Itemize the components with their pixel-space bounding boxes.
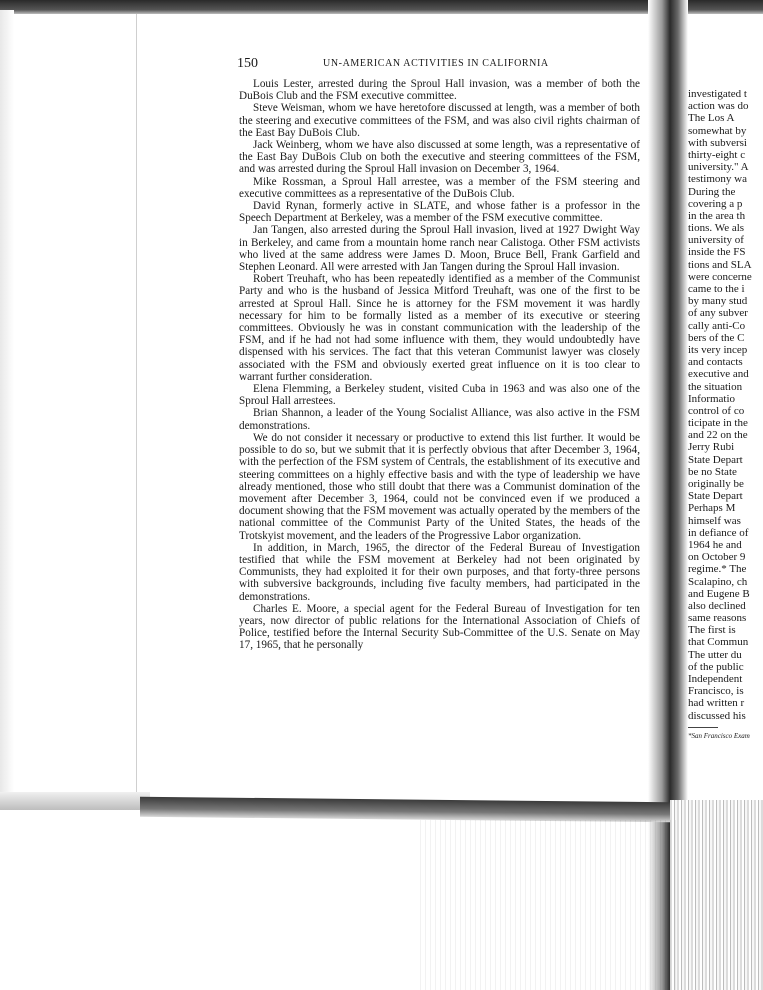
- running-head: UN-AMERICAN ACTIVITIES IN CALIFORNIA: [323, 58, 549, 69]
- footnote-rule: [688, 727, 718, 728]
- right-page-line: in the area th: [688, 209, 746, 222]
- right-page-line: of any subver: [688, 307, 748, 320]
- right-page-line: Jerry Rubi: [688, 441, 735, 454]
- right-page-line: State Depart: [688, 490, 743, 503]
- paragraph: David Rynan, formerly active in SLATE, and whose father is a professor in the Speech Department at Berkeley, was a member of the FSM executive committee.: [239, 200, 640, 225]
- right-page-text: [688, 88, 763, 722]
- left-page-bottom-edge: [0, 792, 150, 810]
- right-page-line: and Eugene B: [688, 587, 750, 600]
- right-page-line: of the public: [688, 660, 744, 673]
- right-page-line: During the: [688, 185, 736, 198]
- paragraph: Jack Weinberg, whom we have also discussed at some length, was a representative of the East Bay DuBois Club on both the executive and steering committees of the FSM, and was arrested during the Sproul Hall invasion on December 3, 1964.: [239, 139, 640, 176]
- right-page-line: executive and: [688, 368, 749, 381]
- right-page-line: somewhat by: [688, 124, 747, 137]
- paragraph: Mike Rossman, a Sproul Hall arrestee, was a member of the FSM steering and executive committees as a representative of the DuBois Club.: [239, 175, 640, 200]
- right-page-line: Perhaps M: [688, 502, 736, 515]
- right-page-line: university of: [688, 234, 744, 247]
- paragraph: Jan Tangen, also arrested during the Sproul Hall invasion, lived at 1927 Dwight Way in Berkeley, and came from a mountain home ranch near Calistoga. Other FSM activists who lived at the same address were James D. Moon, Bruce Bell, Frank Garfield and Stephen Leonard. All were arrested with Jan Tangen during the Sproul Hall invasion.: [239, 224, 640, 274]
- right-page-line: with subversi: [688, 136, 747, 149]
- page-number: 150: [237, 56, 258, 71]
- left-page: [136, 14, 657, 800]
- right-page-line: same reasons: [688, 612, 747, 625]
- right-page-line: discussed his: [688, 709, 746, 722]
- right-page-line: university." A: [688, 161, 749, 174]
- paragraph: Steve Weisman, whom we have heretofore discussed at length, was a member of both the steering and executive committees of the FSM, and was also civil rights chairman of the East Bay DuBois Club.: [239, 102, 640, 139]
- right-page-line: and contacts: [688, 356, 743, 369]
- paragraph: Brian Shannon, a leader of the Young Socialist Alliance, was also active in the FSM demonstrations.: [239, 407, 640, 432]
- right-page-line: covering a p: [688, 197, 743, 210]
- right-page-line: by many stud: [688, 295, 748, 308]
- scan-noise: [420, 820, 680, 990]
- right-page-line: The utter du: [688, 648, 742, 661]
- right-page-line: the situation: [688, 380, 743, 393]
- paragraph: We do not consider it necessary or productive to extend this list further. It would be possible to do so, but we submit that it is perfectly obvious that after December 3, 1964, with the perfection of the FSM system of Centrals, the establishment of its executive and steering committees on a highly effective basis and with the type of leadership we have already mentioned, those who still doubt that there was a Communist domination of the movement after December 3, 1964, could not be convinced even if we produced a document showing that the FSM movement was actually operated by the members of the national committee of the Communist Party of the United States, the heads of the Trotskyist movement, and the leaders of the Progressive Labor organization.: [239, 431, 640, 542]
- left-page-edge: [0, 10, 14, 810]
- paragraph: Charles E. Moore, a special agent for the Federal Bureau of Investigation for ten years, now director of public relations for the International Association of Chiefs of Police, testified before the Internal Security Sub-Committee of the U.S. Senate on May 17, 1965, that he personally: [239, 602, 640, 652]
- right-page-line: Francisco, is: [688, 685, 744, 698]
- right-page-line: The Los A: [688, 112, 735, 125]
- right-page-line: 1964 he and: [688, 538, 742, 551]
- right-page-line: were concerne: [688, 270, 752, 283]
- right-page-line: that Commun: [688, 636, 749, 649]
- right-page-line: originally be: [688, 478, 744, 490]
- paragraph: Robert Treuhaft, who has been repeatedly identified as a member of the Communist Party and who is the husband of Jessica Mitford Treuhaft, was one of the first to be arrested at Sproul Hall. Since he is attorney for the FSM movement it was hardly necessary for him to be formally listed as a member of its executive or steering committees. Obviously he was in constant communication with the leadership of the FSM, and if he had not had some influence with them, they would undoubtedly have dispensed with his services. The fact that this veteran Communist lawyer was closely associated with the FSM and obviously exerted great influence on it is too clear to warrant further consideration.: [239, 273, 640, 383]
- right-page-line: had written r: [688, 697, 745, 710]
- paragraph: In addition, in March, 1965, the director of the Federal Bureau of Investigation testified that while the FSM movement at Berkeley had not been originated by Communists, they had exploited it for their own purposes, and that forty-three persons with subversive backgrounds, including five faculty members, had participated in the demonstrations.: [239, 541, 640, 603]
- right-page-line: cally anti-Co: [688, 319, 746, 332]
- paragraph: Elena Flemming, a Berkeley student, visited Cuba in 1963 and was also one of the Sproul Hall arrestees.: [239, 383, 640, 408]
- right-page-line: ticipate in the: [688, 417, 748, 430]
- right-page-line: inside the FS: [688, 246, 746, 259]
- right-page-line: on October 9: [688, 551, 746, 564]
- scan-dither-texture: [670, 800, 763, 990]
- right-page-line: be no State: [688, 465, 737, 478]
- right-page-line: tions. We als: [688, 222, 745, 235]
- right-page-line: also declined: [688, 599, 746, 612]
- right-page-line: testimony wa: [688, 173, 747, 186]
- right-page-line: control of co: [688, 404, 745, 417]
- right-page-line: in defiance of: [688, 526, 749, 539]
- page-header: [237, 56, 641, 72]
- right-page-line: its very incep: [688, 343, 748, 356]
- right-page-line: bers of the C: [688, 331, 745, 344]
- footnote: *San Francisco Exam: [688, 732, 750, 740]
- right-page-line: came to the i: [688, 283, 745, 295]
- right-page-line: and 22 on the: [688, 429, 748, 442]
- paragraph: Louis Lester, arrested during the Sproul Hall invasion, was a member of both the DuBois Club and the FSM executive committee.: [239, 78, 640, 103]
- body-text: [239, 78, 640, 652]
- right-page-line: State Depart: [688, 453, 743, 466]
- right-page-line: Informatio: [688, 392, 736, 405]
- right-page-line: Independent: [688, 673, 743, 685]
- right-page-line: The first is: [688, 624, 736, 637]
- right-page-cropped: [688, 14, 763, 800]
- right-page-line: investigated t: [688, 88, 747, 100]
- right-page-line: Scalapino, ch: [688, 575, 748, 588]
- right-page-line: himself was: [688, 514, 741, 527]
- right-page-line: tions and SLA: [688, 258, 752, 271]
- right-page-line: thirty-eight c: [688, 148, 746, 161]
- right-page-line: regime.* The: [688, 563, 747, 576]
- right-page-line: action was do: [688, 100, 749, 113]
